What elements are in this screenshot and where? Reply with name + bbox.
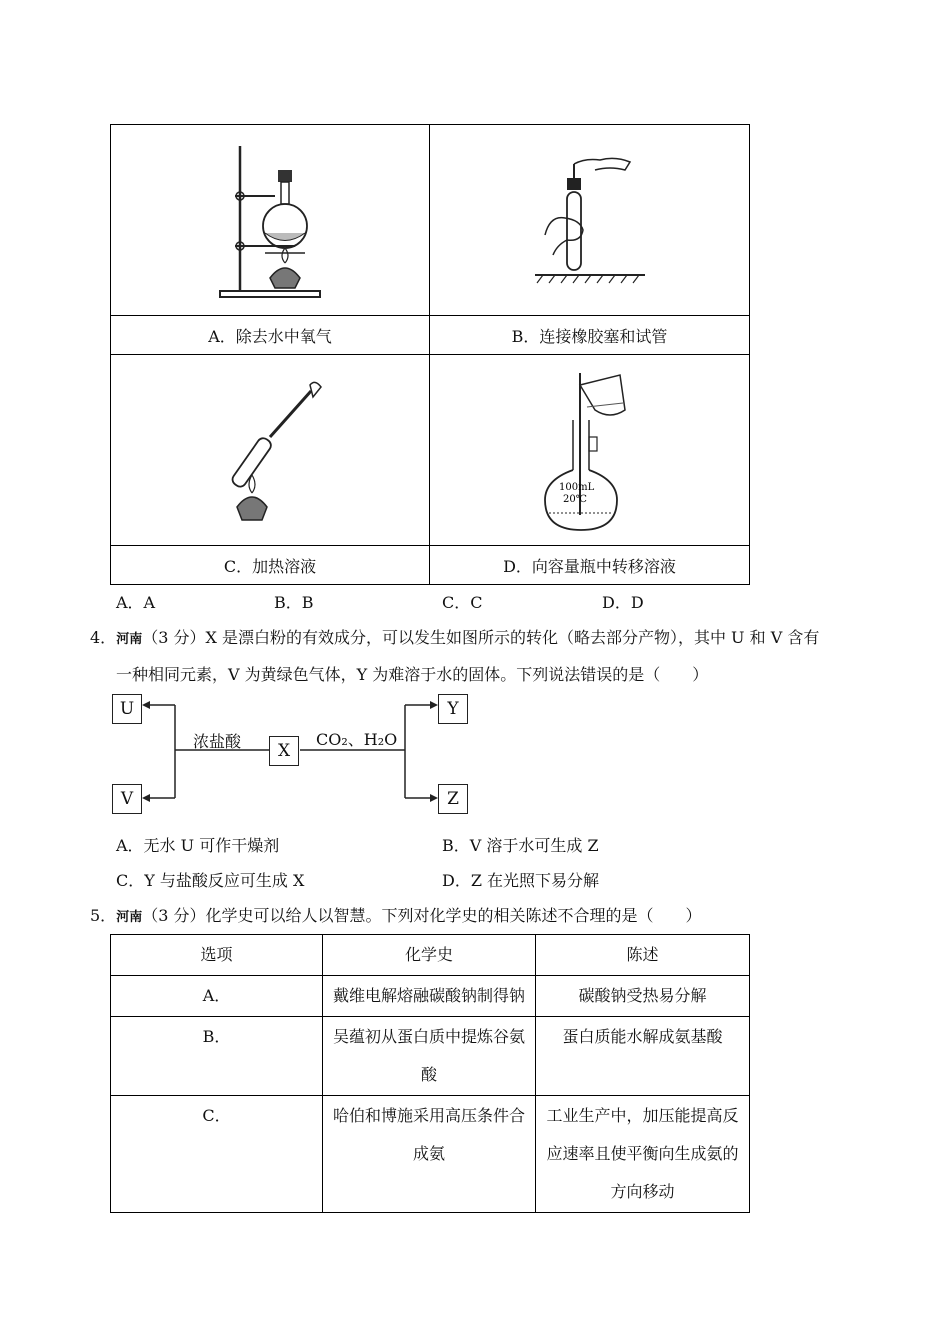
caption-c: C．加热溶液: [111, 546, 430, 585]
q5-text: （3 分）化学史可以给人以智慧。下列对化学史的相关陈述不合理的是（ ）: [142, 906, 702, 925]
history-table: [110, 934, 750, 1213]
q4-option-d[interactable]: D．Z 在光照下易分解: [442, 871, 600, 890]
q3-option-d[interactable]: D．D: [602, 593, 644, 612]
row-c-statement: 工业生产中，加压能提高反应速率且使平衡向生成氨的方向移动: [536, 1096, 750, 1213]
reagent-right: CO₂、H₂O: [316, 730, 398, 749]
table-row: [111, 976, 750, 1017]
q5-number: 5．: [90, 906, 117, 925]
node-z: Z: [438, 784, 468, 814]
image-cell-d: [430, 355, 750, 546]
stopper-tube-image: [535, 150, 645, 290]
caption-b: B．连接橡胶塞和试管: [430, 316, 750, 355]
table-row: [111, 1017, 750, 1096]
node-y: Y: [438, 694, 468, 724]
q3-option-b[interactable]: B．B: [274, 593, 314, 612]
table-row: [111, 1096, 750, 1213]
reagent-left: 浓盐酸: [193, 732, 242, 751]
apparatus-table: [110, 124, 750, 585]
row-c-history: 哈伯和博施采用高压条件合成氨: [323, 1096, 536, 1213]
q5-region: 河南: [116, 910, 143, 925]
q3-option-a[interactable]: A．A: [116, 593, 156, 612]
row-b-option: B．: [111, 1017, 323, 1096]
row-b-history: 吴蕴初从蛋白质中提炼谷氨酸: [323, 1017, 536, 1096]
flask-label-volume: 100mL: [558, 482, 594, 493]
image-cell-b: [430, 125, 750, 316]
image-cell-a: [111, 125, 430, 316]
row-a-option: A．: [111, 976, 323, 1017]
q4-option-c[interactable]: C．Y 与盐酸反应可生成 X: [116, 871, 305, 890]
heating-tube-image: [215, 375, 325, 525]
q4-number: 4．: [90, 628, 117, 647]
q4-option-a[interactable]: A．无水 U 可作干燥剂: [116, 836, 280, 855]
header-statement: 陈述: [536, 935, 750, 976]
q4-region: 河南: [116, 632, 143, 647]
header-option: 选项: [111, 935, 323, 976]
distillation-setup-image: [215, 138, 325, 303]
flask-label-temp: 20℃: [562, 494, 587, 505]
caption-a: A．除去水中氧气: [111, 316, 430, 355]
node-u: U: [112, 694, 142, 724]
q5-stem: [90, 903, 701, 926]
image-cell-c: [111, 355, 430, 546]
volumetric-flask-image: [525, 365, 655, 535]
caption-d: D．向容量瓶中转移溶液: [430, 546, 750, 585]
row-a-statement: 碳酸钠受热易分解: [536, 976, 750, 1017]
q4-text-1: （3 分）X 是漂白粉的有效成分，可以发生如图所示的转化（略去部分产物），其中 U 和 V 含有: [142, 628, 820, 647]
header-history: 化学史: [323, 935, 536, 976]
table-header-row: [111, 935, 750, 976]
row-a-history: 戴维电解熔融碳酸钠制得钠: [323, 976, 536, 1017]
node-v: V: [112, 784, 142, 814]
row-b-statement: 蛋白质能水解成氨基酸: [536, 1017, 750, 1096]
node-x: X: [269, 736, 299, 766]
q3-option-c[interactable]: C．C: [442, 593, 483, 612]
row-c-option: C．: [111, 1096, 323, 1213]
q4-option-b[interactable]: B．V 溶于水可生成 Z: [442, 836, 599, 855]
q4-stem-line2: 一种相同元素，V 为黄绿色气体，Y 为难溶于水的固体。下列说法错误的是（ ）: [116, 665, 709, 684]
q4-stem-line1: [90, 625, 819, 648]
